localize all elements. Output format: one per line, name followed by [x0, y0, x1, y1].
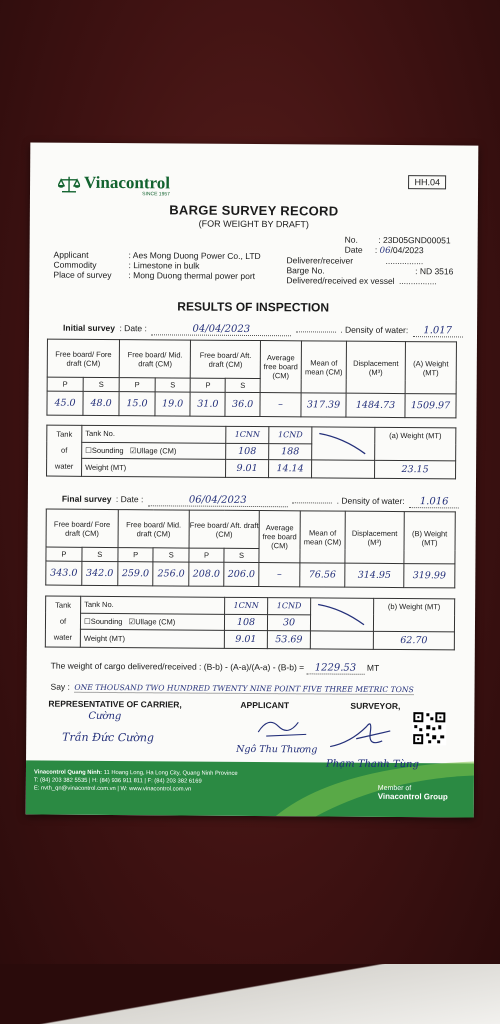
carrier-name: Trần Đức Cường: [62, 730, 155, 745]
record-number: No. : 23D05GND00051: [344, 234, 451, 246]
results-title: RESULTS OF INSPECTION: [177, 299, 330, 315]
final-ullage-1: 108: [224, 614, 267, 631]
company-name: Vinacontrol: [84, 172, 171, 193]
final-density: 1.016: [409, 496, 459, 508]
final-tank-table: Tank of water Tank No. 1CNN 1CND (b) Weight (MT) ☐Sounding ☑Ullage (CM) 108 30 Weight (MT) 9.01 53.69 62.70: [45, 596, 455, 651]
final-displacement: 314.95: [345, 563, 404, 587]
qr-code[interactable]: [412, 711, 446, 745]
applicant-row: Applicant : Aes Mong Duong Power Co., LTD: [53, 249, 261, 262]
initial-density: 1.017: [413, 325, 463, 337]
initial-weight-a: 1509.97: [405, 394, 456, 418]
final-avg: –: [259, 563, 300, 587]
scales-icon: [58, 175, 80, 195]
applicant-name: Ngô Thu Thương: [236, 743, 318, 756]
initial-mean: 317.39: [301, 393, 346, 417]
cargo-weight-line: The weight of cargo delivered/received : (B-b) - (A-a)/(A-a) - (B-b) = 1229.53 MT: [50, 660, 380, 674]
final-tank-total: 62.70: [373, 631, 454, 650]
final-aft-p: 208.0: [189, 562, 224, 586]
final-weight-2: 53.69: [267, 631, 310, 649]
say-value: ONE THOUSAND TWO HUNDRED TWENTY NINE POINT FIVE THREE METRIC TONS: [74, 682, 414, 695]
initial-weight-1: 9.01: [226, 459, 269, 477]
initial-displacement: 1484.73: [346, 393, 405, 417]
final-mid-p: 259.0: [118, 562, 154, 586]
carrier-signature: Cường: [88, 710, 122, 723]
initial-mid-p: 15.0: [119, 392, 155, 416]
company-since: SINCE 1957: [142, 191, 170, 198]
document-subtitle: (FOR WEIGHT BY DRAFT): [198, 218, 309, 230]
final-survey-line: Final survey : Date : 06/04/2023 . Density of water: 1.016: [62, 489, 462, 510]
final-mean: 76.56: [300, 563, 345, 587]
strike-mark: [313, 427, 373, 457]
carrier-label: REPRESENTATIVE OF CARRIER,: [48, 698, 182, 710]
company-logo: [58, 173, 170, 198]
final-aft-s: 206.0: [224, 562, 259, 586]
initial-date: 04/04/2023: [151, 323, 291, 336]
initial-mid-s: 19.0: [155, 392, 191, 416]
initial-fore-s: 48.0: [83, 391, 119, 415]
final-fore-s: 342.0: [82, 561, 118, 585]
initial-survey-line: Initial survey : Date : 04/04/2023 . Density of water: 1.017: [63, 318, 463, 339]
say-line: Say : ONE THOUSAND TWO HUNDRED TWENTY NINE POINT FIVE THREE METRIC TONS: [50, 681, 414, 695]
strike-mark: [312, 598, 372, 628]
qr-code-icon: [412, 711, 446, 745]
initial-tank-table: Tank of water Tank No. 1CNN 1CND (a) Weight (MT) ☐Sounding ☑Ullage (CM) 108 188 Weight (MT) 9.01 14.14 23.15: [46, 425, 456, 480]
background-cloth: [0, 964, 500, 1024]
final-fore-p: 343.0: [46, 561, 82, 585]
initial-aft-p: 31.0: [190, 392, 225, 416]
applicant-label: APPLICANT: [240, 699, 290, 711]
surveyor-label: SURVEYOR,: [350, 700, 401, 712]
survey-document: [26, 142, 479, 817]
cargo-weight-value: 1229.53: [306, 662, 364, 674]
deliverer-row: Deliverer/receiver ................: [286, 255, 424, 267]
final-ullage-2: 30: [267, 614, 310, 631]
surveyor-name: Phạm Thanh Tùng: [325, 758, 419, 771]
initial-weight-2: 14.14: [269, 460, 312, 478]
form-code: HH.04: [409, 175, 447, 189]
initial-avg: –: [260, 393, 301, 417]
initial-tank-total: 23.15: [375, 460, 456, 479]
final-date: 06/04/2023: [148, 494, 288, 507]
surveyor-signature: [326, 713, 396, 753]
commodity-row: Commodity : Limestone in bulk: [53, 259, 200, 271]
applicant-signature: [248, 712, 318, 742]
final-weight-1: 9.01: [224, 630, 267, 648]
final-weight-b: 319.99: [404, 564, 455, 588]
document-footer: Vinacontrol Quang Ninh: 11 Hoang Long, Ha Long City, Quang Ninh Province T: (84) 203 382 5535 | H: (84) 936 911 811 | F: (84) 203 382 6169 E: nvth_qn@vinacontrol.com.vn | W: www.vinacontrol.com.vn Phạm Thanh Tùng Member of Vinacontrol Group: [26, 760, 474, 817]
final-mid-s: 256.0: [153, 562, 189, 586]
document-title: BARGE SURVEY RECORD: [169, 202, 339, 219]
initial-ullage-2: 188: [269, 443, 312, 460]
place-row: Place of survey : Mong Duong thermal power port: [53, 269, 256, 282]
initial-ullage-1: 108: [226, 443, 269, 460]
delivered-ex-row: Delivered/received ex vessel ................: [286, 275, 437, 287]
final-draft-table: Free board/ Fore draft (CM) Free board/ Mid. draft (CM) Free board/ Aft. draft (CM) Average free board (CM) Mean of mean (CM) Displacement (M³) (B) Weight (MT) P S P S P S 343.0 342.0 259.0 256.0 208.0 206.0 – 76.56 314.95 319.99: [45, 509, 456, 589]
barge-row: Barge No. : ND 3516: [286, 265, 454, 277]
record-date: Date : 06/04/2023: [344, 244, 424, 256]
initial-fore-p: 45.0: [47, 391, 83, 415]
initial-aft-s: 36.0: [225, 392, 260, 416]
initial-draft-table: Free board/ Fore draft (CM) Free board/ Mid. draft (CM) Free board/ Aft. draft (CM) Average free board (CM) Mean of mean (CM) Displacement (M³) (A) Weight (MT) P S P S P S 45.0 48.0 15.0 19.0 31.0 36.0 – 317.39 1484.73 1509.97: [46, 339, 457, 419]
